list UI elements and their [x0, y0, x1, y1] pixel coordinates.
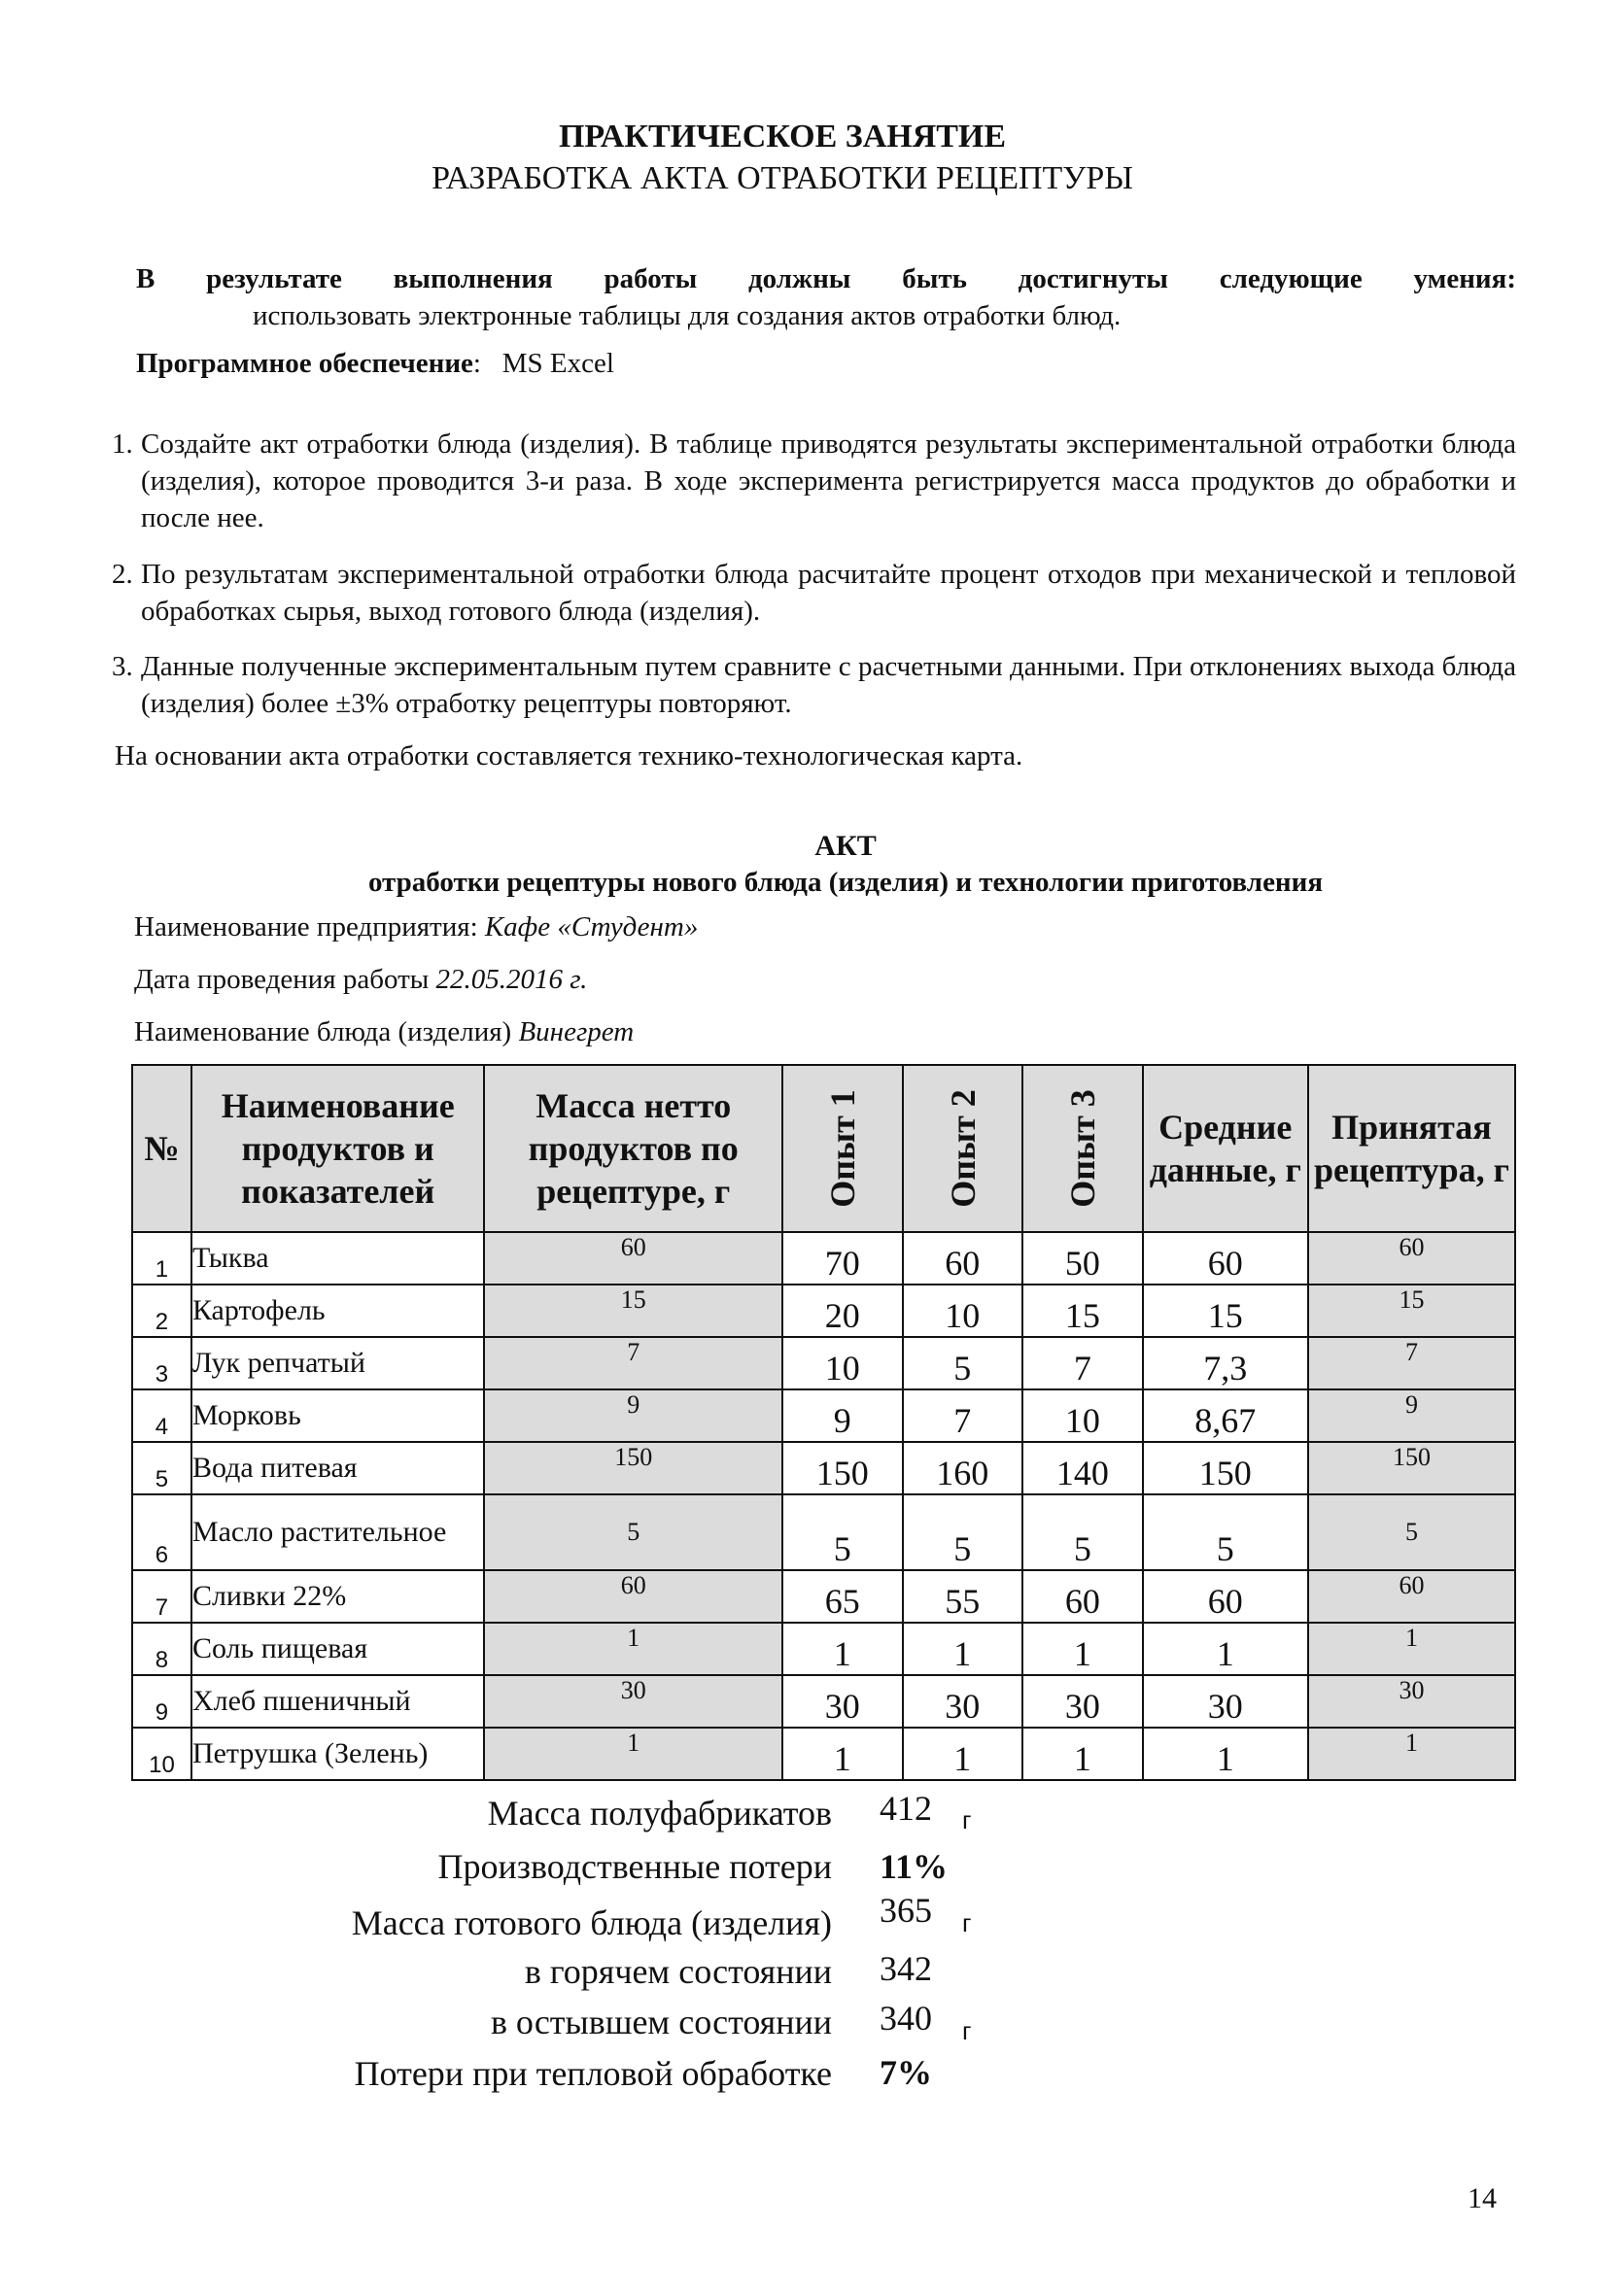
cell-accepted: 5 — [1308, 1494, 1515, 1570]
date-value: 22.05.2016 г. — [435, 964, 588, 995]
cell-exp2: 10 — [903, 1285, 1023, 1337]
header-no: № — [132, 1065, 191, 1232]
basis-note: На основании акта отработки составляется технико-технологическая карта. — [115, 740, 1023, 771]
cell-name: Тыква — [191, 1232, 485, 1285]
date-label: Дата проведения работы — [134, 964, 430, 995]
cell-no: 6 — [132, 1494, 191, 1570]
task-number: 2. — [112, 559, 133, 590]
table-row — [132, 1494, 1515, 1570]
cell-no: 8 — [132, 1623, 191, 1675]
cell-accepted: 60 — [1308, 1570, 1515, 1623]
header-exp1 — [782, 1065, 903, 1232]
cell-name: Картофель — [191, 1285, 485, 1337]
table-row — [132, 1442, 1515, 1494]
cell-name: Вода питевая — [191, 1442, 485, 1494]
cell-no: 3 — [132, 1337, 191, 1389]
summary-unit: г — [962, 1908, 972, 1937]
cell-exp1: 10 — [782, 1337, 903, 1389]
cell-no: 7 — [132, 1570, 191, 1623]
cell-name: Морковь — [191, 1389, 485, 1442]
cell-mass: 15 — [484, 1285, 781, 1337]
cell-exp1: 20 — [782, 1285, 903, 1337]
cell-no: 10 — [132, 1728, 191, 1780]
page-title: ПРАКТИЧЕСКОЕ ЗАНЯТИЕ — [558, 119, 1007, 154]
cell-exp3: 1 — [1022, 1623, 1143, 1675]
cell-exp1: 9 — [782, 1389, 903, 1442]
task-item — [112, 556, 1516, 630]
cell-accepted: 60 — [1308, 1232, 1515, 1285]
dish-label: Наименование блюда (изделия) — [134, 1016, 512, 1047]
cell-mass: 1 — [484, 1728, 781, 1780]
enterprise-label: Наименование предприятия: — [134, 911, 478, 942]
software-label: Программное обеспечение — [136, 348, 473, 379]
table-row — [132, 1389, 1515, 1442]
cell-name: Масло растительное — [191, 1494, 485, 1570]
page-number: 14 — [1468, 2182, 1497, 2214]
date-line — [134, 964, 587, 996]
cell-avg: 7,3 — [1143, 1337, 1308, 1389]
dish-value: Винегрет — [518, 1016, 635, 1047]
cell-mass: 30 — [484, 1675, 781, 1728]
cell-avg: 15 — [1143, 1285, 1308, 1337]
cell-exp2: 60 — [903, 1232, 1023, 1285]
header-exp3-label: Опыт 3 — [1062, 1089, 1102, 1208]
summary-unit: г — [962, 1805, 972, 1834]
page-subtitle: РАЗРАБОТКА АКТА ОТРАБОТКИ РЕЦЕПТУРЫ — [432, 160, 1133, 196]
act-title: АКТ — [814, 830, 877, 862]
summary-value: 412 — [880, 1789, 932, 1828]
cell-mass: 5 — [484, 1494, 781, 1570]
task-text: По результатам экспериментальной отработки блюда расчитайте процент отходов при механической и тепловой обработках сырья, выход готового блюда (изделия). — [141, 559, 1516, 627]
software-line — [136, 348, 614, 380]
cell-exp3: 50 — [1022, 1232, 1143, 1285]
header-avg: Средние данные, г — [1143, 1065, 1308, 1232]
cell-exp1: 65 — [782, 1570, 903, 1623]
cell-exp3: 7 — [1022, 1337, 1143, 1389]
skills-block — [136, 260, 1516, 334]
cell-avg: 60 — [1143, 1232, 1308, 1285]
cell-name: Петрушка (Зелень) — [191, 1728, 485, 1780]
task-number: 1. — [112, 428, 133, 460]
summary-label: Масса готового блюда (изделия) — [351, 1903, 832, 1942]
cell-exp1: 150 — [782, 1442, 903, 1494]
summary-value: 340 — [880, 1999, 932, 2038]
enterprise-line — [134, 911, 698, 943]
cell-no: 2 — [132, 1285, 191, 1337]
cell-exp3: 60 — [1022, 1570, 1143, 1623]
cell-no: 5 — [132, 1442, 191, 1494]
cell-mass: 60 — [484, 1232, 781, 1285]
cell-avg: 5 — [1143, 1494, 1308, 1570]
task-number: 3. — [112, 651, 133, 682]
summary-label: Потери при тепловой обработке — [354, 2054, 832, 2093]
summary-label: Масса полуфабрикатов — [487, 1794, 832, 1833]
cell-accepted: 30 — [1308, 1675, 1515, 1728]
table-row — [132, 1623, 1515, 1675]
summary-label: Производственные потери — [437, 1847, 832, 1886]
skills-lead: В результате выполнения работы должны быть достигнуты следующие умения: — [136, 263, 1516, 294]
cell-mass: 60 — [484, 1570, 781, 1623]
header-exp2-label: Опыт 2 — [943, 1089, 983, 1208]
task-item — [112, 426, 1516, 536]
act-subtitle: отработки рецептуры нового блюда (изделия) и технологии приготовления — [367, 867, 1324, 898]
cell-exp2: 7 — [903, 1389, 1023, 1442]
table-row — [132, 1337, 1515, 1389]
cell-exp3: 30 — [1022, 1675, 1143, 1728]
software-sep: : — [472, 348, 481, 379]
cell-accepted: 15 — [1308, 1285, 1515, 1337]
cell-exp3: 15 — [1022, 1285, 1143, 1337]
task-text: Создайте акт отработки блюда (изделия). В таблице приводятся результаты экспериментальной отработки блюда (изделия), которое проводится 3-и раза. В ходе эксперимента регистрируется масса продуктов до обработки и после нее. — [141, 428, 1516, 533]
cell-exp2: 5 — [903, 1494, 1023, 1570]
header-exp2 — [903, 1065, 1023, 1232]
header-mass: Масса нетто продуктов по рецептуре, г — [484, 1065, 781, 1232]
table-row — [132, 1570, 1515, 1623]
skills-text: использовать электронные таблицы для создания актов отработки блюд. — [253, 300, 1122, 331]
cell-exp2: 160 — [903, 1442, 1023, 1494]
cell-no: 9 — [132, 1675, 191, 1728]
cell-exp2: 55 — [903, 1570, 1023, 1623]
table-header-row — [132, 1065, 1515, 1232]
cell-name: Сливки 22% — [191, 1570, 485, 1623]
table-row — [132, 1728, 1515, 1780]
cell-exp1: 70 — [782, 1232, 903, 1285]
cell-mass: 9 — [484, 1389, 781, 1442]
table-row — [132, 1285, 1515, 1337]
cell-no: 1 — [132, 1232, 191, 1285]
header-accepted: Принятая рецептура, г — [1308, 1065, 1515, 1232]
summary-unit: г — [962, 2016, 972, 2045]
cell-mass: 7 — [484, 1337, 781, 1389]
cell-avg: 150 — [1143, 1442, 1308, 1494]
task-item — [112, 648, 1516, 722]
cell-exp2: 1 — [903, 1728, 1023, 1780]
summary-value: 7% — [880, 2053, 932, 2092]
cell-avg: 1 — [1143, 1623, 1308, 1675]
summary-value: 11% — [880, 1847, 949, 1886]
cell-exp1: 30 — [782, 1675, 903, 1728]
cell-exp3: 5 — [1022, 1494, 1143, 1570]
cell-avg: 8,67 — [1143, 1389, 1308, 1442]
table-row — [132, 1232, 1515, 1285]
recipe-table — [131, 1064, 1516, 1781]
cell-accepted: 1 — [1308, 1728, 1515, 1780]
cell-avg: 60 — [1143, 1570, 1308, 1623]
cell-exp3: 1 — [1022, 1728, 1143, 1780]
cell-mass: 1 — [484, 1623, 781, 1675]
cell-accepted: 9 — [1308, 1389, 1515, 1442]
summary-label: в остывшем состоянии — [490, 2003, 832, 2041]
cell-avg: 1 — [1143, 1728, 1308, 1780]
cell-exp3: 10 — [1022, 1389, 1143, 1442]
cell-accepted: 7 — [1308, 1337, 1515, 1389]
software-value: MS Excel — [501, 348, 614, 379]
cell-name: Соль пищевая — [191, 1623, 485, 1675]
cell-exp2: 1 — [903, 1623, 1023, 1675]
summary-value: 342 — [880, 1949, 932, 1988]
summary-value: 365 — [880, 1891, 932, 1930]
cell-no: 4 — [132, 1389, 191, 1442]
cell-mass: 150 — [484, 1442, 781, 1494]
header-exp3 — [1022, 1065, 1143, 1232]
task-text: Данные полученные экспериментальным путем сравните с расчетными данными. При отклонениях выхода блюда (изделия) более ±3% отработку рецептуры повторяют. — [141, 651, 1516, 719]
cell-accepted: 1 — [1308, 1623, 1515, 1675]
cell-exp1: 1 — [782, 1623, 903, 1675]
table-row — [132, 1675, 1515, 1728]
cell-exp3: 140 — [1022, 1442, 1143, 1494]
summary-label: в горячем состоянии — [524, 1952, 832, 1991]
cell-avg: 30 — [1143, 1675, 1308, 1728]
cell-exp1: 5 — [782, 1494, 903, 1570]
header-exp1-label: Опыт 1 — [822, 1089, 862, 1208]
dish-line — [134, 1016, 634, 1048]
cell-exp2: 30 — [903, 1675, 1023, 1728]
cell-accepted: 150 — [1308, 1442, 1515, 1494]
cell-exp2: 5 — [903, 1337, 1023, 1389]
enterprise-value: Кафе «Студент» — [484, 911, 699, 942]
cell-name: Лук репчатый — [191, 1337, 485, 1389]
header-name: Наименование продуктов и показателей — [191, 1065, 485, 1232]
cell-name: Хлеб пшеничный — [191, 1675, 485, 1728]
cell-exp1: 1 — [782, 1728, 903, 1780]
